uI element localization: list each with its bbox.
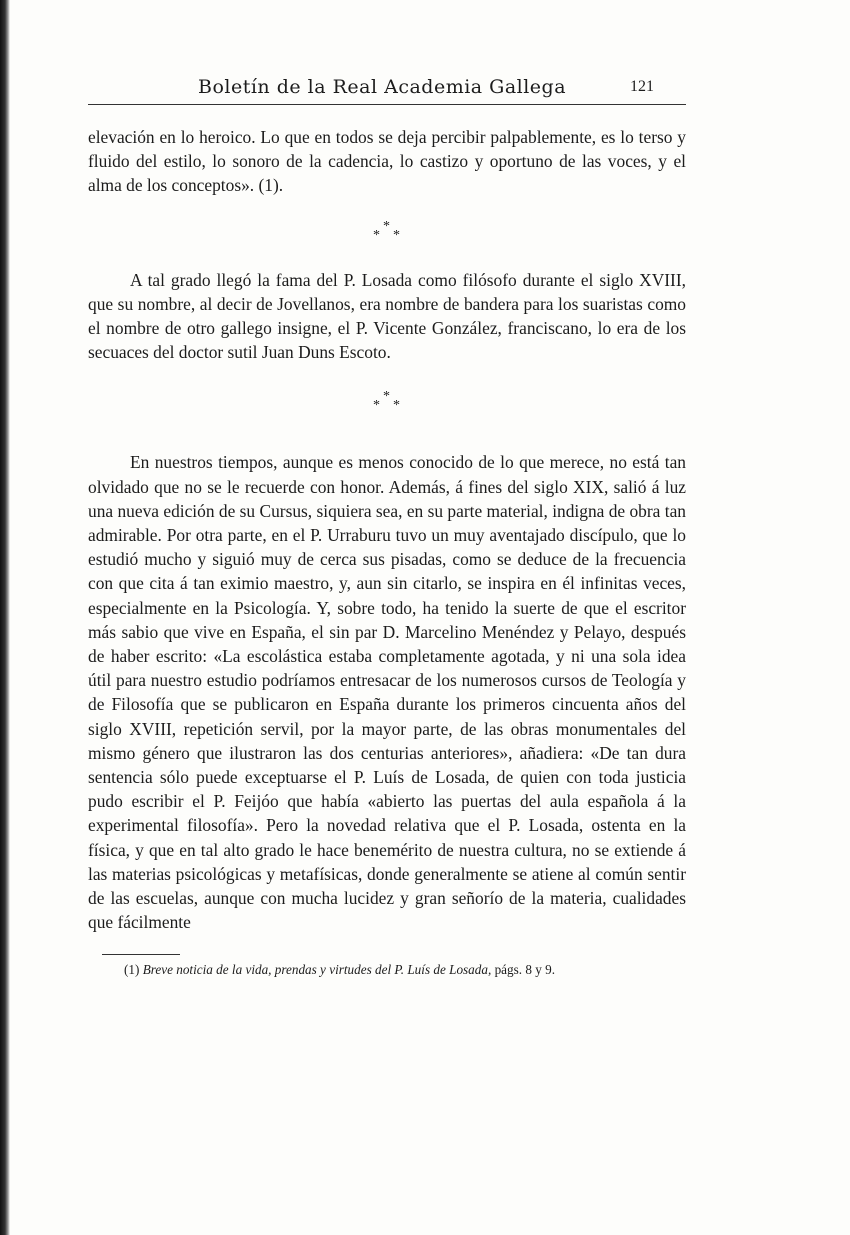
document-page <box>88 74 686 979</box>
asterism-star-left: * <box>373 398 380 414</box>
asterism-ornament <box>367 220 407 248</box>
running-title: Boletín de la Real Academia Gallega <box>198 76 567 98</box>
footnote-title: Breve noticia de la vida, prendas y virtudes del P. Luís de Losada, <box>142 962 492 978</box>
asterism-star-left: * <box>373 227 380 243</box>
page-header <box>88 74 686 105</box>
footnote-pages: págs. 8 y 9. <box>494 962 556 978</box>
footnote <box>88 961 686 979</box>
asterism-star-top: * <box>383 389 390 405</box>
page-number: 121 <box>630 78 654 95</box>
asterism-star-right: * <box>393 398 400 414</box>
footnote-marker: (1) <box>124 962 140 978</box>
book-binding-edge <box>0 0 10 1235</box>
paragraph-continuation: elevación en lo heroico. Lo que en todos se deja percibir palpablemente, es lo terso y fluido del estilo, lo sonoro de la cadencia, lo castizo y oportuno de las voces, y el alma de los conceptos». (1). <box>88 127 686 196</box>
paragraph-modern-times: En nuestros tiempos, aunque es menos conocido de lo que merece, no está tan olvidado que no se le recuerde con honor. Además, á fines del siglo XIX, salió á luz una nueva edición de su Cursus, siquiera sea, en su parte material, indigna de obra tan admirable. Por otra parte, en el P. Urraburu tuvo un muy aventajado discípulo, que lo estudió mucho y siguió muy de cerca sus pisadas, como se deduce de la frecuencia con que cita á tan eximio maestro, y, aun sin citarlo, se inspira en él infinitas veces, especialmente en la Psicología. Y, sobre todo, ha tenido la suerte de que el escritor más sabio que vive en España, el sin par D. Marcelino Menéndez y Pelayo, después de haber escrito: «La escolástica estaba completamente agotada, y ni una sola idea útil para nuestro estudio podríamos entresacar de los numerosos cursos de Teología y de Filosofía que se publicaron en España durante los primeros cincuenta años del siglo XVIII, repetición servil, por la mayor parte, de las obras monumentales del mismo género que ilustraron las dos centurias anteriores», añadiera: «De tan dura sentencia sólo puede exceptuarse el P. Luís de Losada, de quien con toda justicia pudo escribir el P. Feijóo que había «abierto las puertas del aula española á la experimental filosofía». Pero la novedad relativa que el P. Losada, ostenta en la física, y que en tal alto grado le hace benemérito de nuestra cultura, no se extiende á las materias psicológicas y metafísicas, donde generalmente se atiene al común sentir de las escuelas, aunque con mucha lucidez y gran señorío de la materia, cualidades que fácilmente <box>88 452 686 933</box>
asterism-star-top: * <box>383 218 390 234</box>
footnote-divider <box>102 954 180 955</box>
paragraph-fame: A tal grado llegó la fama del P. Losada como filósofo durante el siglo XVIII, que su nombre, al decir de Jovellanos, era nombre de bandera para los suaristas como el nombre de otro gallego insigne, el P. Vicente González, franciscano, lo era de los secuaces del doctor sutil Juan Duns Escoto. <box>88 269 686 363</box>
asterism-star-right: * <box>393 227 400 243</box>
asterism-ornament-2 <box>367 390 407 418</box>
